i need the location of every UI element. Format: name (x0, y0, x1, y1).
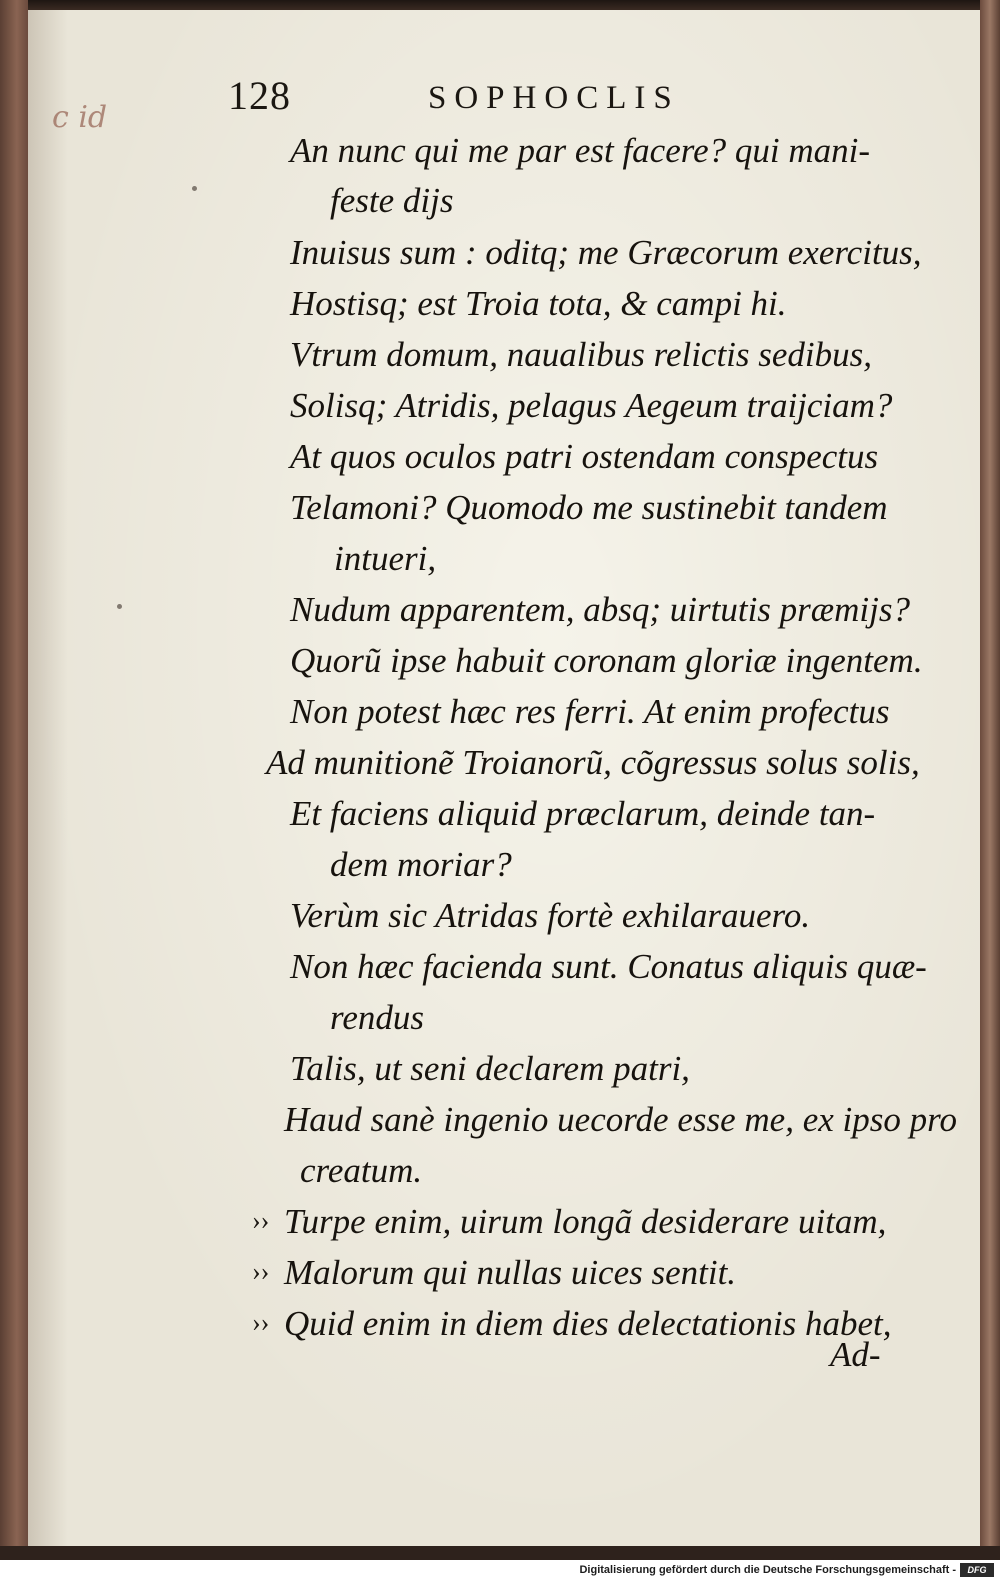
verse-line: Non hæc facienda sunt. Conatus aliquis quæ- (290, 947, 927, 986)
verse-line: At quos oculos patri ostendam conspectus (290, 437, 879, 476)
verse-line: Et faciens aliquid præclarum, deinde tan- (290, 794, 876, 833)
verse-line: Turpe enim, uirum longã desiderare uitam, (284, 1202, 887, 1241)
ink-speck (192, 186, 197, 191)
ink-speck (117, 604, 122, 609)
verse-line: Verùm sic Atridas fortè exhilarauero. (290, 896, 811, 935)
verse-line: Non potest hæc res ferri. At enim profectus (290, 692, 890, 731)
verse-line: Quorũ ipse habuit coronam gloriæ ingentem. (290, 641, 923, 680)
catchword: Ad- (830, 1335, 881, 1374)
funding-credit: Digitalisierung gefördert durch die Deutsche Forschungsgemeinschaft - (579, 1564, 956, 1576)
sententia-quote-mark: ›› (252, 1257, 270, 1286)
scan-top-edge (0, 0, 1000, 10)
verse-line: Solisq; Atridis, pelagus Aegeum traijciam? (290, 386, 893, 425)
verse-line: rendus (330, 998, 424, 1037)
verse-line: Hostisq; est Troia tota, & campi hi. (290, 284, 787, 323)
verse-line: Malorum qui nullas uices sentit. (284, 1253, 737, 1292)
page-number: 128 (228, 73, 291, 118)
margin-annotation: c id (52, 100, 108, 135)
verse-line: Talis, ut seni declarem patri, (290, 1049, 690, 1088)
verse-line: Haud sanè ingenio uecorde esse me, ex ipso pro (284, 1100, 957, 1139)
binding-right-edge (980, 0, 1000, 1560)
verse-line: Vtrum domum, naualibus relictis sedibus, (290, 335, 873, 374)
sententia-quote-mark: ›› (252, 1206, 270, 1235)
verse-line: Quid enim in diem dies delectationis habet, (284, 1304, 892, 1343)
verse-line: Inuisus sum : oditq; me Græcorum exercitus, (290, 233, 922, 272)
sententia-quote-mark: ›› (252, 1308, 270, 1337)
dfg-logo: DFG (960, 1563, 994, 1577)
verse-line: intueri, (334, 539, 437, 578)
binding-left-edge (0, 0, 28, 1560)
page-header (0, 72, 1000, 122)
verse-line: Telamoni? Quomodo me sustinebit tandem (290, 488, 888, 527)
digitization-footer (0, 1560, 1000, 1582)
verse-line: dem moriar? (330, 845, 512, 884)
running-head: SOPHOCLIS (428, 80, 680, 116)
page-bottom-edge (0, 1546, 1000, 1560)
verse-line: An nunc qui me par est facere? qui mani- (290, 131, 870, 170)
verse-line: Nudum apparentem, absq; uirtutis præmijs? (290, 590, 910, 629)
verse-line: Ad munitionẽ Troianorũ, cõgressus solus solis, (266, 743, 920, 782)
verse-line: creatum. (300, 1151, 423, 1190)
verse-line: feste dijs (330, 181, 454, 220)
